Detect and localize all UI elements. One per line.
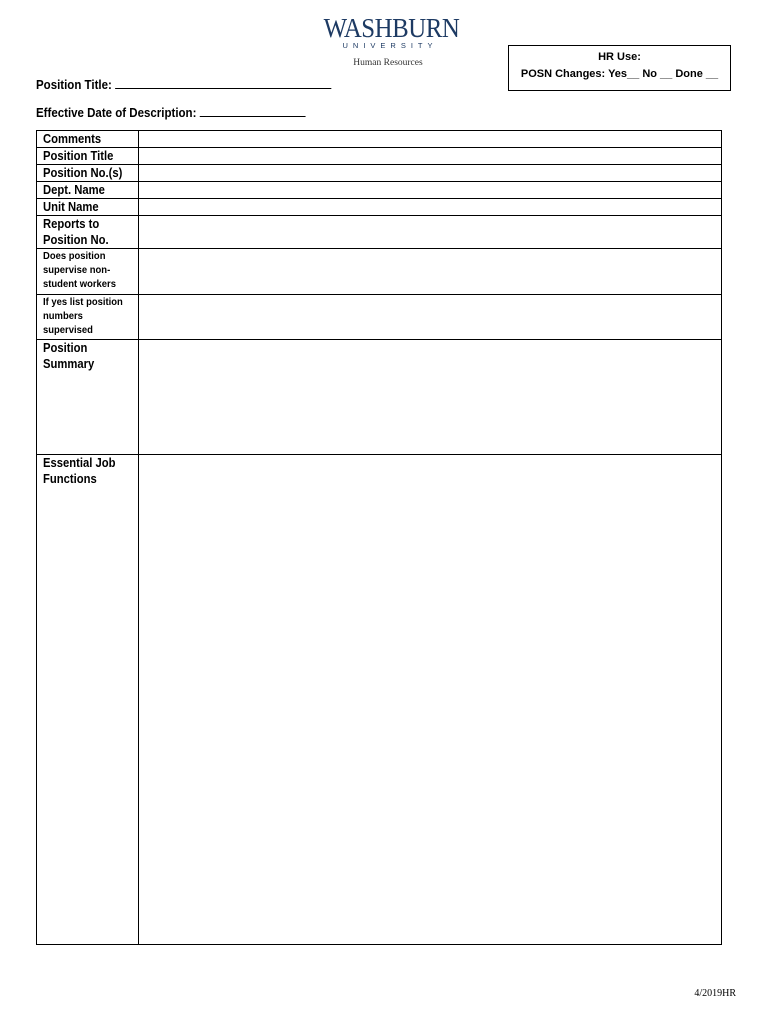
comments-cell[interactable] [139,131,722,148]
row-label [37,131,139,148]
position-summary-cell[interactable] [139,340,722,455]
unit-name-cell[interactable] [139,199,722,216]
table-row [37,182,722,199]
position-title-cell[interactable] [139,148,722,165]
reports-to-cell[interactable] [139,216,722,249]
posn-changes-line: POSN Changes: Yes__ No __ Done __ [520,68,719,80]
reports-to-label-line1: Reports to [43,217,100,231]
row-label [37,340,139,455]
logo-university: UNIVERSITY [342,41,438,50]
table-row [37,455,722,945]
washburn-logo [318,14,458,69]
comments-label: Comments [43,132,102,146]
essential-functions-label-line2: Functions [43,472,97,486]
position-title-input[interactable] [116,76,332,89]
table-row [37,249,722,295]
table-row [37,216,722,249]
effective-date-label: Effective Date of Description: [36,106,197,120]
supervise-label-line3: student workers [43,278,116,290]
position-no-label: Position No.(s) [43,166,123,180]
supervise-cell[interactable] [139,249,722,295]
row-label [37,182,139,199]
position-no-cell[interactable] [139,165,722,182]
row-label [37,455,139,945]
essential-functions-cell[interactable] [139,455,722,945]
effective-date-input[interactable] [200,104,306,117]
position-summary-label-line1: Position [43,341,88,355]
table-row [37,131,722,148]
hr-use-title: HR Use: [598,51,641,63]
essential-functions-label-line1: Essential Job [43,456,116,470]
table-row [37,148,722,165]
row-label [37,249,139,295]
logo-department: Human Resources [353,58,423,68]
logo-wordmark: WASHBURN [323,13,460,43]
row-label [37,165,139,182]
row-label [37,199,139,216]
table-row [37,295,722,340]
row-label [37,216,139,249]
row-label [37,295,139,340]
position-title-label: Position Title: [36,78,112,92]
position-title-row-label: Position Title [43,149,114,163]
positions-supervised-label-line2: numbers [43,310,83,322]
effective-date-field [36,104,306,120]
supervise-label-line2: supervise non- [43,264,111,276]
positions-supervised-cell[interactable] [139,295,722,340]
supervise-label-line1: Does position [43,250,106,262]
positions-supervised-label-line1: If yes list position [43,296,123,308]
hr-use-box [508,45,731,91]
row-label [37,148,139,165]
revision-footer: 4/2019HR [694,988,736,999]
table-row [37,165,722,182]
dept-name-label: Dept. Name [43,183,105,197]
position-description-table [36,130,722,945]
positions-supervised-label-line3: supervised [43,324,93,336]
table-row [37,340,722,455]
unit-name-label: Unit Name [43,200,99,214]
table-row [37,199,722,216]
reports-to-label-line2: Position No. [43,233,109,247]
position-title-field [36,76,332,92]
dept-name-cell[interactable] [139,182,722,199]
position-summary-label-line2: Summary [43,357,95,371]
